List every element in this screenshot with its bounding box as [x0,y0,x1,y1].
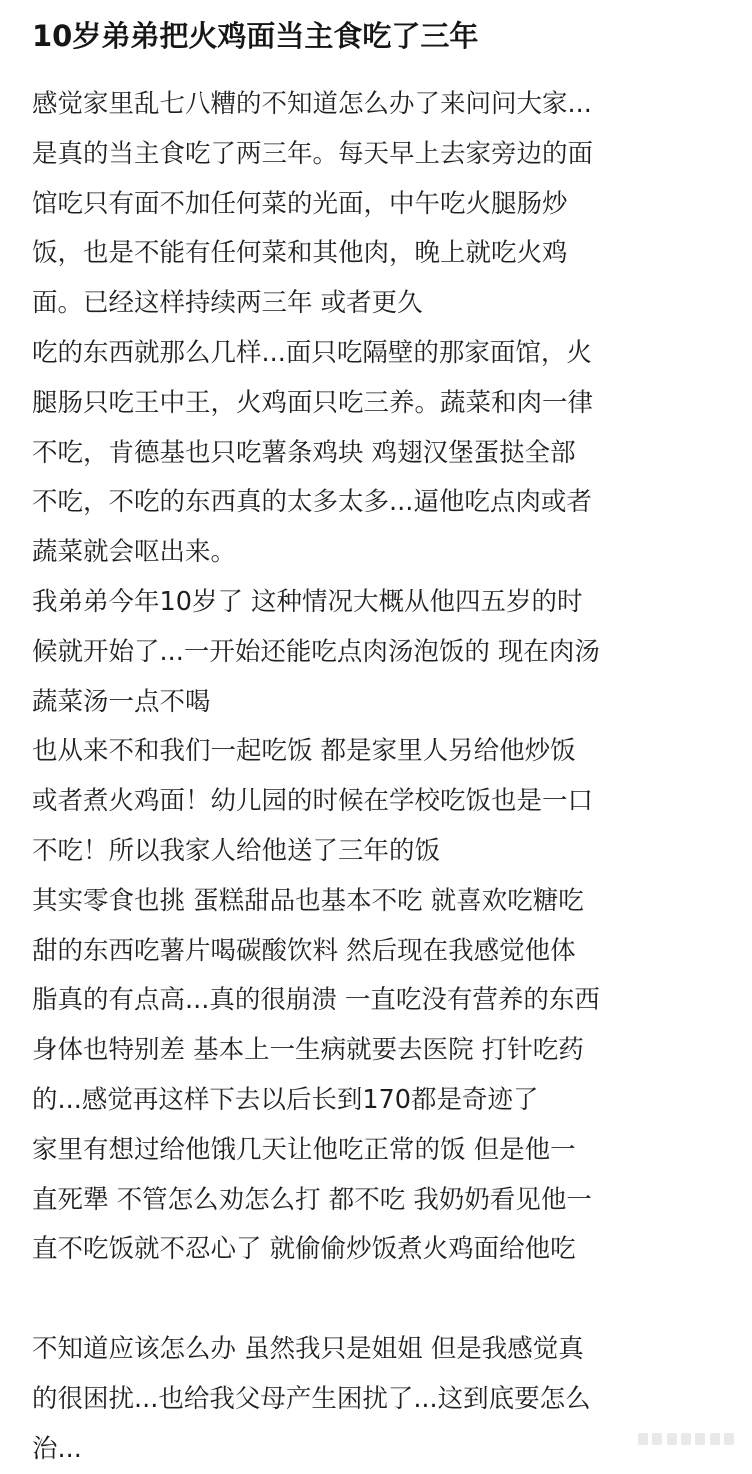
body-line: 不吃！所以我家人给他送了三年的饭 [32,835,441,866]
body-line: 的...感觉再这样下去以后长到170都是奇迹了 [32,1084,539,1115]
body-line: 直不吃饭就不忍心了 就偷偷炒饭煮火鸡面给他吃 [32,1234,576,1265]
post-content [32,14,722,1474]
watermark-glyph [667,1433,677,1445]
watermark-glyph [652,1433,662,1445]
body-line: 蔬菜汤一点不喝 [32,686,211,717]
body-line: 蔬菜就会呕出来。 [32,537,237,568]
body-line: 治... [32,1433,82,1464]
body-line: 腿肠只吃王中王，火鸡面只吃三养。蔬菜和肉一律 [32,387,594,418]
watermark-glyph [695,1433,705,1445]
body-line: 或者煮火鸡面！幼儿园的时候在学校吃饭也是一口 [32,786,594,817]
watermark-logo [638,1430,734,1448]
watermark-glyph [710,1433,720,1445]
body-line: 不知道应该怎么办 虽然我只是姐姐 但是我感觉真 [32,1333,584,1364]
body-line: 的很困扰...也给我父母产生困扰了...这到底要怎么 [32,1383,591,1414]
body-line: 也从来不和我们一起吃饭 都是家里人另给他炒饭 [32,736,576,767]
post-body [32,80,722,1474]
body-line: 甜的东西吃薯片喝碳酸饮料 然后现在我感觉他体 [32,935,576,966]
body-line: 候就开始了...一开始还能吃点肉汤泡饭的 现在肉汤 [32,636,600,667]
body-line: 不吃，肯德基也只吃薯条鸡块 鸡翅汉堡蛋挞全部 [32,437,576,468]
body-line: 我弟弟今年10岁了 这种情况大概从他四五岁的时 [32,586,583,617]
post-title: 10岁弟弟把火鸡面当主食吃了三年 [32,19,479,53]
body-line: 身体也特别差 基本上一生病就要去医院 打针吃药 [32,1035,584,1066]
watermark-glyph [681,1433,691,1445]
body-line: 其实零食也挑 蛋糕甜品也基本不吃 就喜欢吃糖吃 [32,885,584,916]
body-line: 直死犟 不管怎么劝怎么打 都不吃 我奶奶看见他一 [32,1184,592,1215]
body-line: 是真的当主食吃了两三年。每天早上去家旁边的面 [32,138,594,169]
body-line: 面。已经这样持续两三年 或者更久 [32,288,423,319]
watermark-glyph [724,1433,734,1445]
paragraph-spacer [32,1275,722,1325]
body-line: 吃的东西就那么几样...面只吃隔壁的那家面馆，火 [32,337,592,368]
watermark-glyph [638,1433,648,1445]
body-line: 馆吃只有面不加任何菜的光面，中午吃火腿肠炒 [32,188,568,219]
body-line: 家里有想过给他饿几天让他吃正常的饭 但是他一 [32,1134,576,1165]
body-line: 脂真的有点高...真的很崩溃 一直吃没有营养的东西 [32,985,600,1016]
body-line: 感觉家里乱七八糟的不知道怎么办了来问问大家... [32,89,592,119]
body-line: 饭，也是不能有任何菜和其他肉，晚上就吃火鸡 [32,238,568,269]
body-line: 不吃，不吃的东西真的太多太多...逼他吃点肉或者 [32,487,592,518]
